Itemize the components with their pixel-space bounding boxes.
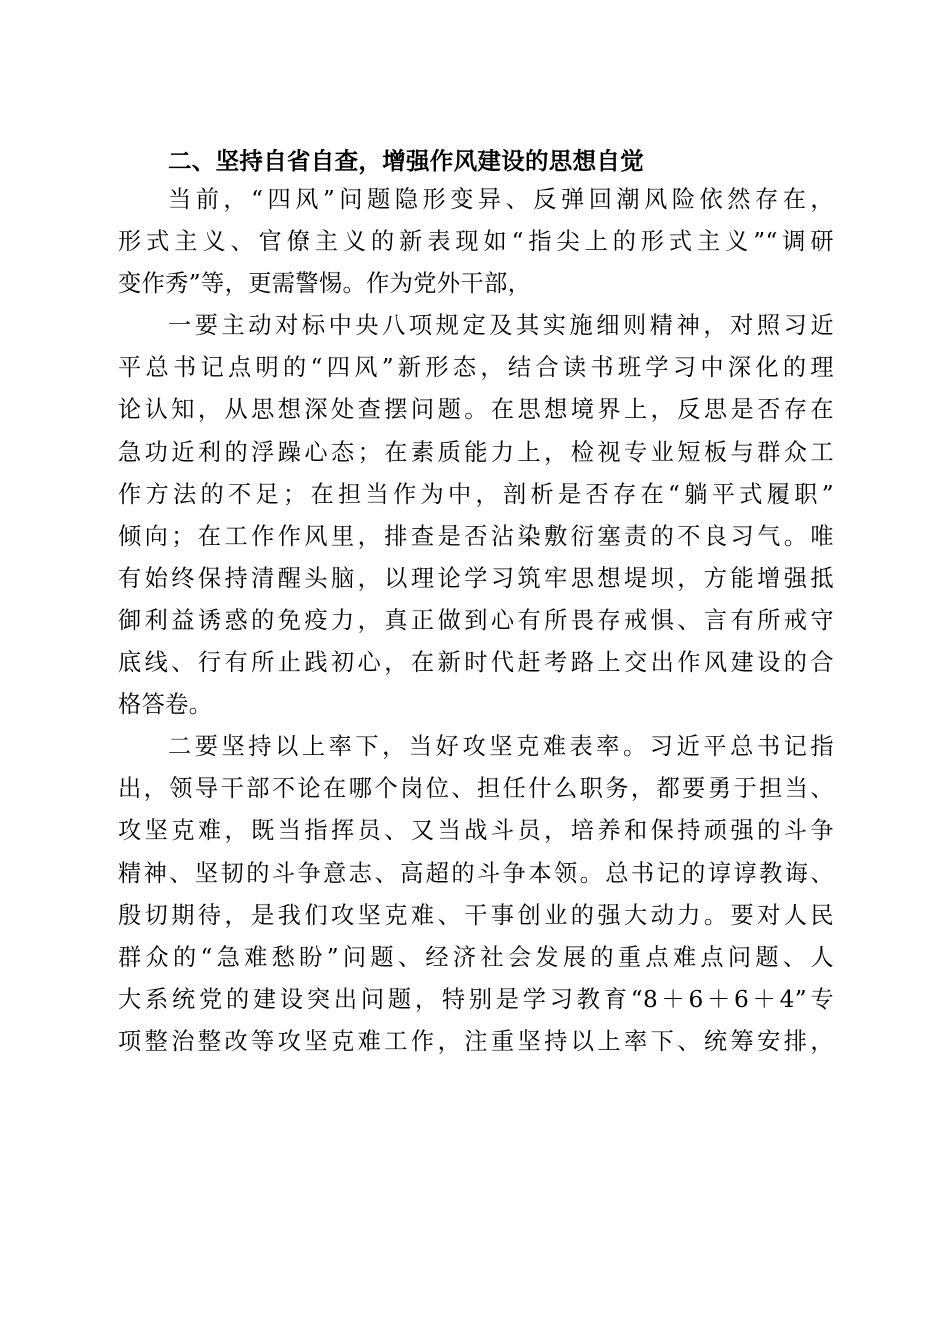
paragraph-line: 精神、坚韧的斗争意志、高超的斗争本领。总书记的谆谆教诲、 <box>118 859 834 887</box>
paragraph-line: 攻坚克难，既当指挥员、又当战斗员，培养和保持顽强的斗争 <box>118 817 834 845</box>
paragraph-line: 有始终保持清醒头脑，以理论学习筑牢思想堤坝，方能增强抵 <box>118 564 834 592</box>
paragraph-line: 一要主动对标中央八项规定及其实施细则精神，对照习近 <box>168 312 834 340</box>
paragraph-second-requirement <box>118 726 834 1063</box>
paragraph-line: 出，领导干部不论在哪个岗位、担任什么职务，都要勇于担当、 <box>118 775 834 803</box>
paragraph-first-requirement <box>118 305 834 726</box>
paragraph-line: 倾向；在工作作风里，排查是否沾染敷衍塞责的不良习气。唯 <box>118 522 834 550</box>
paragraph-line: 殷切期待，是我们攻坚克难、干事创业的强大动力。要对人民 <box>118 901 834 929</box>
paragraph-line: 作方法的不足；在担当作为中，剖析是否存在“躺平式履职” <box>118 480 834 508</box>
paragraph-line: 急功近利的浮躁心态；在素质能力上，检视专业短板与群众工 <box>118 438 834 466</box>
paragraph-line: 御利益诱惑的免疫力，真正做到心有所畏存戒惧、言有所戒守 <box>118 606 834 634</box>
paragraph-line: 论认知，从思想深处查摆问题。在思想境界上，反思是否存在 <box>118 396 834 424</box>
section-heading: 二、坚持自省自查，增强作风建设的思想自觉 <box>168 147 644 175</box>
paragraph-line: 格答卷。 <box>118 691 213 719</box>
paragraph-intro <box>118 179 834 305</box>
paragraph-line: 形式主义、官僚主义的新表现如“指尖上的形式主义”“调研 <box>118 228 834 256</box>
paragraph-line: 平总书记点明的“四风”新形态，结合读书班学习中深化的理 <box>118 354 834 382</box>
paragraph-line: 群众的“急难愁盼”问题、经济社会发展的重点难点问题、人 <box>118 943 834 971</box>
paragraph-line: 二要坚持以上率下，当好攻坚克难表率。习近平总书记指 <box>168 733 834 761</box>
paragraph-line: 项整治整改等攻坚克难工作，注重坚持以上率下、统筹安排， <box>118 1027 834 1055</box>
document-body <box>118 143 834 1063</box>
paragraph-line: 当前，“四风”问题隐形变异、反弹回潮风险依然存在， <box>168 186 834 213</box>
paragraph-line: 大系统党的建设突出问题，特别是学习教育“8＋6＋6＋4”专 <box>118 985 834 1013</box>
paragraph-line: 底线、行有所止践初心，在新时代赶考路上交出作风建设的合 <box>118 649 834 677</box>
paragraph-line: 变作秀”等，更需警惕。作为党外干部， <box>118 270 532 298</box>
